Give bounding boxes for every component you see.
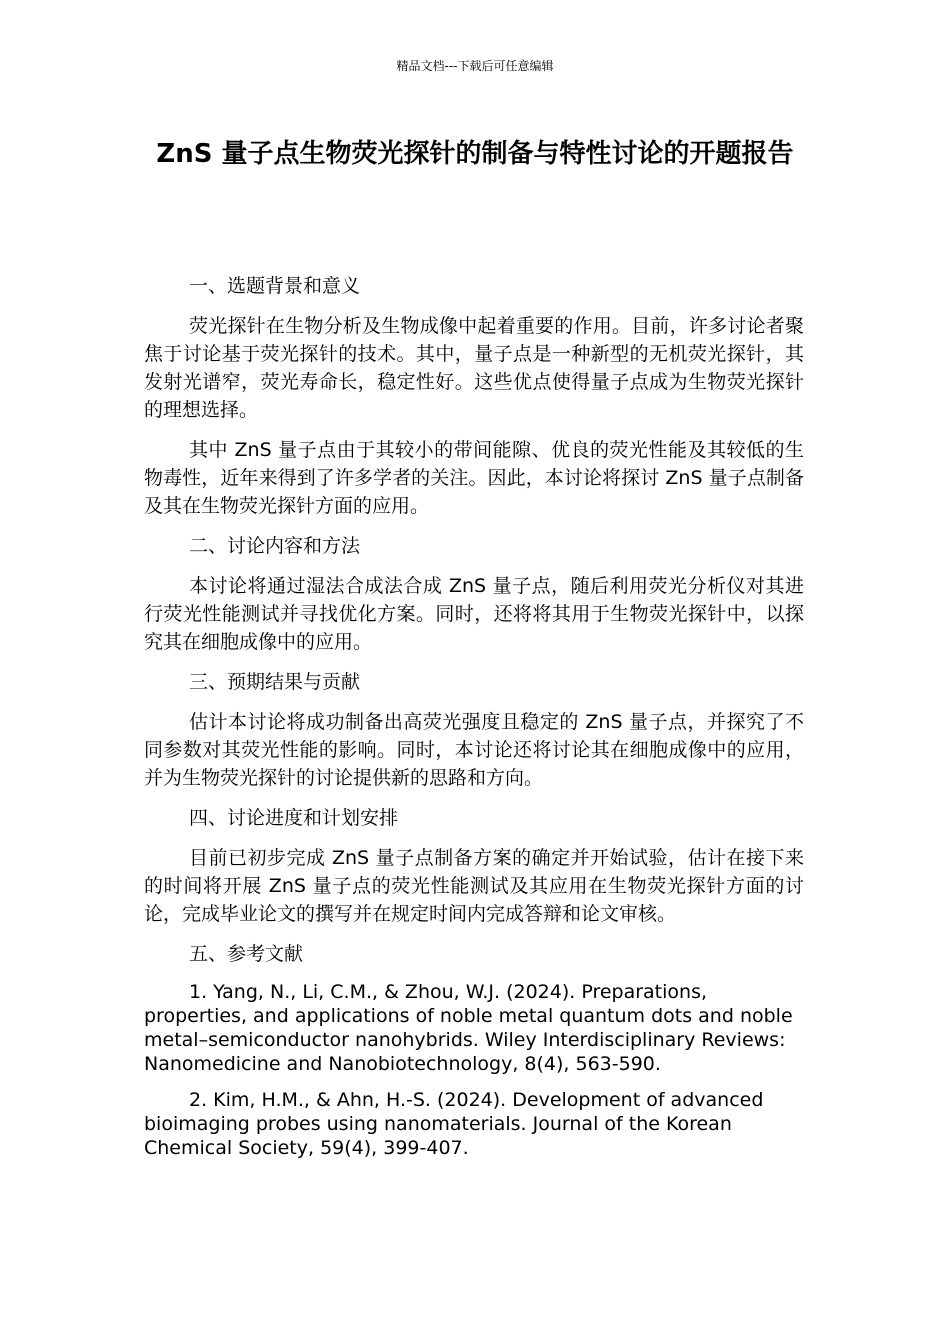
paragraph-expected-results: 估计本讨论将成功制备出高荧光强度且稳定的 ZnS 量子点，并探究了不同参数对其荧光性能的影响。同时，本讨论还将讨论其在细胞成像中的应用，并为生物荧光探针的讨论提供新的思路和方向。 [144,711,804,789]
paragraph-schedule: 目前已初步完成 ZnS 量子点制备方案的确定并开始试验，估计在接下来的时间将开展 ZnS 量子点的荧光性能测试及其应用在生物荧光探针方面的讨论，完成毕业论文的撰写并在规定时间内完成答辩和论文审核。 [144,847,804,925]
document-body [144,272,804,1172]
section-heading-expected-results: 三、预期结果与贡献 [189,671,361,693]
reference-item-1: 1. Yang, N., Li, C.M., & Zhou, W.J. (2024). Preparations, properties, and applications of noble metal quantum dots and noble metal–semiconductor nanohybrids. Wiley Interdisciplinary Reviews: Nanomedicine and Nanobiotechnology, 8(4), 563-590. [144,981,793,1075]
page-header-note: 精品文档---下载后可任意编辑 [396,59,554,73]
section-heading-methods: 二、讨论内容和方法 [189,535,361,557]
section-heading-references: 五、参考文献 [189,943,304,965]
reference-item-2: 2. Kim, H.M., & Ahn, H.-S. (2024). Development of advanced bioimaging probes using nanomaterials. Journal of the Korean Chemical Society, 59(4), 399-407. [144,1089,764,1159]
section-heading-background: 一、选题背景和意义 [189,275,361,297]
paragraph-methods: 本讨论将通过湿法合成法合成 ZnS 量子点，随后利用荧光分析仪对其进行荧光性能测试并寻找优化方案。同时，还将将其用于生物荧光探针中，以探究其在细胞成像中的应用。 [144,575,804,653]
paragraph-background-1: 荧光探针在生物分析及生物成像中起着重要的作用。目前，许多讨论者聚焦于讨论基于荧光探针的技术。其中，量子点是一种新型的无机荧光探针，其发射光谱窄，荧光寿命长，稳定性好。这些优点使得量子点成为生物荧光探针的理想选择。 [144,315,804,421]
document-title: ZnS 量子点生物荧光探针的制备与特性讨论的开题报告 [156,139,794,169]
section-heading-schedule: 四、讨论进度和计划安排 [189,807,399,829]
paragraph-background-2: 其中 ZnS 量子点由于其较小的带间能隙、优良的荧光性能及其较低的生物毒性，近年来得到了许多学者的关注。因此，本讨论将探讨 ZnS 量子点制备及其在生物荧光探针方面的应用。 [144,439,804,517]
